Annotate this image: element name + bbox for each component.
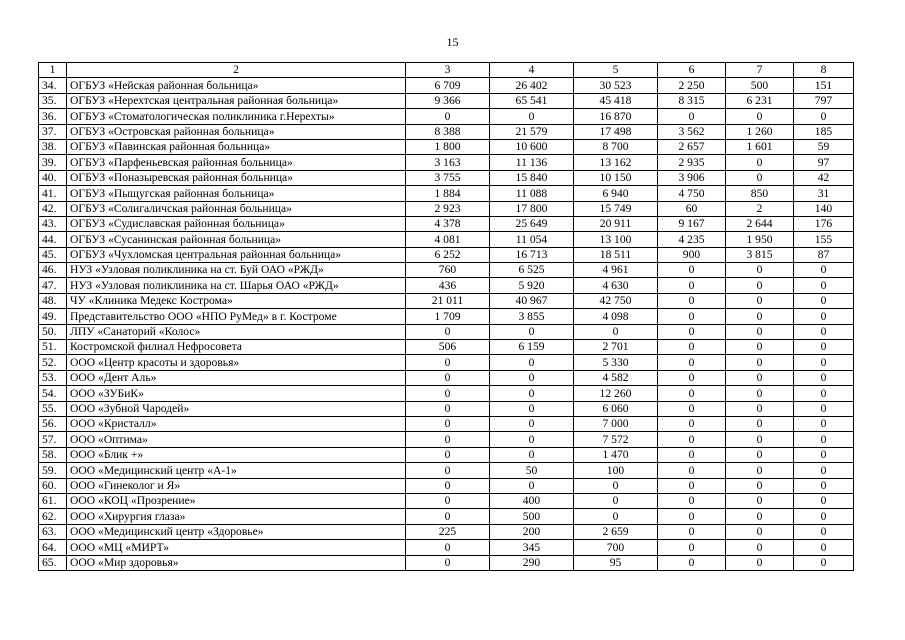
value-col-3: 8 388 bbox=[406, 124, 490, 139]
value-col-6: 0 bbox=[658, 447, 726, 462]
value-col-6: 0 bbox=[658, 540, 726, 555]
value-col-6: 0 bbox=[658, 555, 726, 570]
organization-name: Костромской филиал Нефросовета bbox=[67, 340, 406, 355]
row-number: 63. bbox=[39, 524, 67, 539]
value-col-6: 2 250 bbox=[658, 78, 726, 93]
table-header-row bbox=[39, 63, 854, 78]
value-col-5: 17 498 bbox=[574, 124, 658, 139]
value-col-6: 0 bbox=[658, 340, 726, 355]
value-col-8: 140 bbox=[794, 201, 854, 216]
value-col-7: 0 bbox=[726, 309, 794, 324]
organization-name: ЧУ «Клиника Медекс Кострома» bbox=[67, 293, 406, 308]
value-col-6: 0 bbox=[658, 463, 726, 478]
value-col-7: 6 231 bbox=[726, 93, 794, 108]
value-col-4: 21 579 bbox=[490, 124, 574, 139]
row-number: 62. bbox=[39, 509, 67, 524]
row-number: 49. bbox=[39, 309, 67, 324]
table-row bbox=[39, 416, 854, 431]
value-col-7: 0 bbox=[726, 109, 794, 124]
row-number: 55. bbox=[39, 401, 67, 416]
organization-name: ОГБУЗ «Нейская районная больница» bbox=[67, 78, 406, 93]
value-col-4: 0 bbox=[490, 324, 574, 339]
value-col-3: 506 bbox=[406, 340, 490, 355]
organization-name: ООО «Медицинский центр «А-1» bbox=[67, 463, 406, 478]
value-col-5: 4 630 bbox=[574, 278, 658, 293]
row-number: 39. bbox=[39, 155, 67, 170]
organization-name: ООО «Кристалл» bbox=[67, 416, 406, 431]
row-number: 54. bbox=[39, 386, 67, 401]
value-col-7: 0 bbox=[726, 170, 794, 185]
organization-name: ОГБУЗ «Пыщугская районная больница» bbox=[67, 186, 406, 201]
value-col-3: 0 bbox=[406, 478, 490, 493]
value-col-3: 225 bbox=[406, 524, 490, 539]
value-col-4: 25 649 bbox=[490, 216, 574, 231]
column-header: 3 bbox=[406, 63, 490, 78]
organization-name: ОГБУЗ «Чухломская центральная районная больница» bbox=[67, 247, 406, 262]
value-col-3: 0 bbox=[406, 463, 490, 478]
value-col-5: 15 749 bbox=[574, 201, 658, 216]
value-col-8: 0 bbox=[794, 278, 854, 293]
value-col-6: 8 315 bbox=[658, 93, 726, 108]
table-row bbox=[39, 186, 854, 201]
organization-name: ООО «Блик +» bbox=[67, 447, 406, 462]
column-header: 6 bbox=[658, 63, 726, 78]
organization-name: ОГБУЗ «Стоматологическая поликлиника г.Нерехты» bbox=[67, 109, 406, 124]
value-col-8: 31 bbox=[794, 186, 854, 201]
table-row bbox=[39, 493, 854, 508]
data-table bbox=[38, 62, 854, 571]
row-number: 60. bbox=[39, 478, 67, 493]
value-col-6: 900 bbox=[658, 247, 726, 262]
organization-name: НУЗ «Узловая поликлиника на ст. Шарья ОАО «РЖД» bbox=[67, 278, 406, 293]
organization-name: ЛПУ «Санаторий «Колос» bbox=[67, 324, 406, 339]
value-col-4: 11 136 bbox=[490, 155, 574, 170]
value-col-3: 0 bbox=[406, 355, 490, 370]
organization-name: ООО «МЦ «МИРТ» bbox=[67, 540, 406, 555]
value-col-8: 0 bbox=[794, 109, 854, 124]
value-col-4: 0 bbox=[490, 109, 574, 124]
row-number: 53. bbox=[39, 370, 67, 385]
value-col-4: 200 bbox=[490, 524, 574, 539]
value-col-4: 16 713 bbox=[490, 247, 574, 262]
table-row bbox=[39, 432, 854, 447]
value-col-8: 185 bbox=[794, 124, 854, 139]
table-row bbox=[39, 555, 854, 570]
value-col-6: 0 bbox=[658, 309, 726, 324]
value-col-6: 3 906 bbox=[658, 170, 726, 185]
value-col-4: 0 bbox=[490, 355, 574, 370]
organization-name: ООО «Дент Аль» bbox=[67, 370, 406, 385]
value-col-5: 42 750 bbox=[574, 293, 658, 308]
value-col-6: 0 bbox=[658, 263, 726, 278]
value-col-6: 0 bbox=[658, 355, 726, 370]
row-number: 44. bbox=[39, 232, 67, 247]
value-col-5: 1 470 bbox=[574, 447, 658, 462]
value-col-5: 100 bbox=[574, 463, 658, 478]
value-col-6: 0 bbox=[658, 324, 726, 339]
value-col-8: 0 bbox=[794, 370, 854, 385]
value-col-6: 0 bbox=[658, 386, 726, 401]
value-col-5: 0 bbox=[574, 493, 658, 508]
value-col-7: 850 bbox=[726, 186, 794, 201]
value-col-4: 40 967 bbox=[490, 293, 574, 308]
value-col-4: 65 541 bbox=[490, 93, 574, 108]
value-col-8: 0 bbox=[794, 432, 854, 447]
table-row bbox=[39, 386, 854, 401]
value-col-3: 760 bbox=[406, 263, 490, 278]
column-header: 8 bbox=[794, 63, 854, 78]
organization-name: ООО «Зубной Чародей» bbox=[67, 401, 406, 416]
value-col-7: 0 bbox=[726, 555, 794, 570]
table-row bbox=[39, 447, 854, 462]
value-col-7: 0 bbox=[726, 493, 794, 508]
value-col-5: 30 523 bbox=[574, 78, 658, 93]
value-col-3: 0 bbox=[406, 324, 490, 339]
value-col-4: 50 bbox=[490, 463, 574, 478]
value-col-7: 0 bbox=[726, 370, 794, 385]
value-col-4: 17 800 bbox=[490, 201, 574, 216]
value-col-5: 10 150 bbox=[574, 170, 658, 185]
value-col-6: 60 bbox=[658, 201, 726, 216]
row-number: 61. bbox=[39, 493, 67, 508]
value-col-7: 0 bbox=[726, 416, 794, 431]
row-number: 48. bbox=[39, 293, 67, 308]
table-row bbox=[39, 93, 854, 108]
value-col-4: 3 855 bbox=[490, 309, 574, 324]
value-col-8: 0 bbox=[794, 555, 854, 570]
table-row bbox=[39, 232, 854, 247]
row-number: 59. bbox=[39, 463, 67, 478]
value-col-8: 155 bbox=[794, 232, 854, 247]
value-col-5: 8 700 bbox=[574, 139, 658, 154]
value-col-6: 3 562 bbox=[658, 124, 726, 139]
value-col-3: 0 bbox=[406, 555, 490, 570]
value-col-5: 0 bbox=[574, 324, 658, 339]
value-col-5: 7 000 bbox=[574, 416, 658, 431]
organization-name: ООО «Гинеколог и Я» bbox=[67, 478, 406, 493]
value-col-6: 9 167 bbox=[658, 216, 726, 231]
column-header: 4 bbox=[490, 63, 574, 78]
table-row bbox=[39, 355, 854, 370]
value-col-7: 0 bbox=[726, 463, 794, 478]
value-col-5: 12 260 bbox=[574, 386, 658, 401]
table-row bbox=[39, 216, 854, 231]
organization-name: НУЗ «Узловая поликлиника на ст. Буй ОАО «РЖД» bbox=[67, 263, 406, 278]
value-col-8: 87 bbox=[794, 247, 854, 262]
value-col-8: 0 bbox=[794, 340, 854, 355]
value-col-3: 21 011 bbox=[406, 293, 490, 308]
value-col-7: 1 950 bbox=[726, 232, 794, 247]
table-row bbox=[39, 309, 854, 324]
organization-name: ОГБУЗ «Павинская районная больница» bbox=[67, 139, 406, 154]
value-col-4: 290 bbox=[490, 555, 574, 570]
value-col-8: 0 bbox=[794, 478, 854, 493]
value-col-6: 0 bbox=[658, 493, 726, 508]
value-col-7: 500 bbox=[726, 78, 794, 93]
table-row bbox=[39, 324, 854, 339]
table-row bbox=[39, 524, 854, 539]
value-col-6: 0 bbox=[658, 109, 726, 124]
value-col-8: 0 bbox=[794, 386, 854, 401]
value-col-6: 0 bbox=[658, 278, 726, 293]
value-col-3: 9 366 bbox=[406, 93, 490, 108]
value-col-3: 0 bbox=[406, 370, 490, 385]
row-number: 47. bbox=[39, 278, 67, 293]
row-number: 43. bbox=[39, 216, 67, 231]
value-col-7: 0 bbox=[726, 386, 794, 401]
table-row bbox=[39, 263, 854, 278]
value-col-8: 176 bbox=[794, 216, 854, 231]
value-col-7: 2 644 bbox=[726, 216, 794, 231]
organization-name: ОГБУЗ «Солигаличская районная больница» bbox=[67, 201, 406, 216]
value-col-5: 13 100 bbox=[574, 232, 658, 247]
value-col-4: 26 402 bbox=[490, 78, 574, 93]
row-number: 45. bbox=[39, 247, 67, 262]
value-col-6: 0 bbox=[658, 370, 726, 385]
value-col-3: 6 252 bbox=[406, 247, 490, 262]
value-col-5: 700 bbox=[574, 540, 658, 555]
value-col-8: 0 bbox=[794, 509, 854, 524]
value-col-8: 0 bbox=[794, 263, 854, 278]
value-col-5: 45 418 bbox=[574, 93, 658, 108]
organization-name: ООО «Мир здоровья» bbox=[67, 555, 406, 570]
value-col-7: 0 bbox=[726, 432, 794, 447]
value-col-5: 0 bbox=[574, 478, 658, 493]
value-col-7: 2 bbox=[726, 201, 794, 216]
value-col-8: 42 bbox=[794, 170, 854, 185]
value-col-7: 0 bbox=[726, 324, 794, 339]
value-col-6: 4 235 bbox=[658, 232, 726, 247]
column-header: 1 bbox=[39, 63, 67, 78]
value-col-3: 0 bbox=[406, 509, 490, 524]
table-row bbox=[39, 247, 854, 262]
organization-name: ООО «Центр красоты и здоровья» bbox=[67, 355, 406, 370]
table-row bbox=[39, 78, 854, 93]
row-number: 65. bbox=[39, 555, 67, 570]
table-row bbox=[39, 463, 854, 478]
value-col-4: 5 920 bbox=[490, 278, 574, 293]
value-col-3: 3 755 bbox=[406, 170, 490, 185]
value-col-7: 3 815 bbox=[726, 247, 794, 262]
value-col-3: 0 bbox=[406, 493, 490, 508]
value-col-7: 0 bbox=[726, 340, 794, 355]
value-col-3: 0 bbox=[406, 416, 490, 431]
value-col-7: 0 bbox=[726, 401, 794, 416]
table-row bbox=[39, 201, 854, 216]
value-col-3: 0 bbox=[406, 432, 490, 447]
row-number: 56. bbox=[39, 416, 67, 431]
value-col-4: 11 088 bbox=[490, 186, 574, 201]
row-number: 64. bbox=[39, 540, 67, 555]
table-row bbox=[39, 370, 854, 385]
value-col-7: 0 bbox=[726, 447, 794, 462]
value-col-7: 0 bbox=[726, 524, 794, 539]
organization-name: ОГБУЗ «Сусанинская районная больница» bbox=[67, 232, 406, 247]
value-col-7: 0 bbox=[726, 540, 794, 555]
value-col-4: 11 054 bbox=[490, 232, 574, 247]
value-col-5: 2 659 bbox=[574, 524, 658, 539]
row-number: 40. bbox=[39, 170, 67, 185]
value-col-7: 0 bbox=[726, 278, 794, 293]
value-col-8: 0 bbox=[794, 524, 854, 539]
value-col-4: 500 bbox=[490, 509, 574, 524]
value-col-4: 0 bbox=[490, 401, 574, 416]
value-col-5: 16 870 bbox=[574, 109, 658, 124]
value-col-4: 6 525 bbox=[490, 263, 574, 278]
row-number: 58. bbox=[39, 447, 67, 462]
value-col-8: 0 bbox=[794, 540, 854, 555]
value-col-8: 0 bbox=[794, 293, 854, 308]
value-col-3: 1 800 bbox=[406, 139, 490, 154]
value-col-4: 0 bbox=[490, 416, 574, 431]
row-number: 50. bbox=[39, 324, 67, 339]
organization-name: ОГБУЗ «Островская районная больница» bbox=[67, 124, 406, 139]
value-col-6: 0 bbox=[658, 401, 726, 416]
value-col-5: 5 330 bbox=[574, 355, 658, 370]
value-col-8: 59 bbox=[794, 139, 854, 154]
column-header: 7 bbox=[726, 63, 794, 78]
value-col-5: 6 060 bbox=[574, 401, 658, 416]
value-col-3: 0 bbox=[406, 386, 490, 401]
value-col-7: 1 601 bbox=[726, 139, 794, 154]
row-number: 34. bbox=[39, 78, 67, 93]
value-col-5: 95 bbox=[574, 555, 658, 570]
table-row bbox=[39, 401, 854, 416]
row-number: 57. bbox=[39, 432, 67, 447]
table-row bbox=[39, 293, 854, 308]
value-col-5: 0 bbox=[574, 509, 658, 524]
value-col-5: 6 940 bbox=[574, 186, 658, 201]
value-col-5: 7 572 bbox=[574, 432, 658, 447]
organization-name: ОГБУЗ «Нерехтская центральная районная больница» bbox=[67, 93, 406, 108]
organization-name: ОГБУЗ «Парфеньевская районная больница» bbox=[67, 155, 406, 170]
value-col-7: 0 bbox=[726, 263, 794, 278]
row-number: 46. bbox=[39, 263, 67, 278]
value-col-4: 0 bbox=[490, 386, 574, 401]
value-col-3: 4 081 bbox=[406, 232, 490, 247]
value-col-3: 0 bbox=[406, 109, 490, 124]
value-col-3: 0 bbox=[406, 540, 490, 555]
organization-name: ООО «КОЦ «Прозрение» bbox=[67, 493, 406, 508]
row-number: 41. bbox=[39, 186, 67, 201]
organization-name: ОГБУЗ «Судиславская районная больница» bbox=[67, 216, 406, 231]
table-row bbox=[39, 340, 854, 355]
value-col-8: 97 bbox=[794, 155, 854, 170]
value-col-6: 4 750 bbox=[658, 186, 726, 201]
value-col-7: 0 bbox=[726, 293, 794, 308]
value-col-4: 0 bbox=[490, 478, 574, 493]
value-col-4: 400 bbox=[490, 493, 574, 508]
value-col-4: 0 bbox=[490, 370, 574, 385]
value-col-3: 6 709 bbox=[406, 78, 490, 93]
table-row bbox=[39, 109, 854, 124]
value-col-6: 2 657 bbox=[658, 139, 726, 154]
value-col-4: 0 bbox=[490, 432, 574, 447]
organization-name: Представительство ООО «НПО РуМед» в г. Костроме bbox=[67, 309, 406, 324]
value-col-8: 0 bbox=[794, 309, 854, 324]
row-number: 37. bbox=[39, 124, 67, 139]
table-row bbox=[39, 278, 854, 293]
row-number: 36. bbox=[39, 109, 67, 124]
value-col-3: 1 884 bbox=[406, 186, 490, 201]
table-row bbox=[39, 155, 854, 170]
value-col-8: 0 bbox=[794, 447, 854, 462]
value-col-8: 797 bbox=[794, 93, 854, 108]
value-col-5: 18 511 bbox=[574, 247, 658, 262]
table-row bbox=[39, 124, 854, 139]
value-col-5: 2 701 bbox=[574, 340, 658, 355]
value-col-8: 0 bbox=[794, 324, 854, 339]
value-col-6: 0 bbox=[658, 293, 726, 308]
value-col-5: 4 582 bbox=[574, 370, 658, 385]
row-number: 52. bbox=[39, 355, 67, 370]
organization-name: ООО «Оптима» bbox=[67, 432, 406, 447]
value-col-6: 0 bbox=[658, 478, 726, 493]
value-col-6: 0 bbox=[658, 432, 726, 447]
value-col-3: 1 709 bbox=[406, 309, 490, 324]
value-col-4: 6 159 bbox=[490, 340, 574, 355]
column-header: 5 bbox=[574, 63, 658, 78]
table-row bbox=[39, 170, 854, 185]
table-row bbox=[39, 509, 854, 524]
value-col-3: 3 163 bbox=[406, 155, 490, 170]
value-col-8: 0 bbox=[794, 493, 854, 508]
row-number: 35. bbox=[39, 93, 67, 108]
value-col-7: 1 260 bbox=[726, 124, 794, 139]
column-header: 2 bbox=[67, 63, 406, 78]
value-col-5: 13 162 bbox=[574, 155, 658, 170]
organization-name: ОГБУЗ «Поназыревская районная больница» bbox=[67, 170, 406, 185]
organization-name: ООО «ЗУБиК» bbox=[67, 386, 406, 401]
value-col-6: 0 bbox=[658, 416, 726, 431]
table-row bbox=[39, 139, 854, 154]
organization-name: ООО «Хирургия глаза» bbox=[67, 509, 406, 524]
value-col-5: 20 911 bbox=[574, 216, 658, 231]
value-col-7: 0 bbox=[726, 478, 794, 493]
value-col-8: 0 bbox=[794, 355, 854, 370]
value-col-7: 0 bbox=[726, 509, 794, 524]
value-col-8: 0 bbox=[794, 416, 854, 431]
table-row bbox=[39, 478, 854, 493]
value-col-8: 0 bbox=[794, 463, 854, 478]
value-col-7: 0 bbox=[726, 355, 794, 370]
row-number: 42. bbox=[39, 201, 67, 216]
organization-name: ООО «Медицинский центр «Здоровье» bbox=[67, 524, 406, 539]
value-col-6: 2 935 bbox=[658, 155, 726, 170]
value-col-3: 0 bbox=[406, 447, 490, 462]
value-col-4: 345 bbox=[490, 540, 574, 555]
row-number: 38. bbox=[39, 139, 67, 154]
row-number: 51. bbox=[39, 340, 67, 355]
value-col-8: 151 bbox=[794, 78, 854, 93]
value-col-7: 0 bbox=[726, 155, 794, 170]
value-col-5: 4 961 bbox=[574, 263, 658, 278]
value-col-3: 0 bbox=[406, 401, 490, 416]
value-col-3: 436 bbox=[406, 278, 490, 293]
table-row bbox=[39, 540, 854, 555]
page-number: 15 bbox=[446, 35, 459, 49]
value-col-6: 0 bbox=[658, 524, 726, 539]
value-col-6: 0 bbox=[658, 509, 726, 524]
value-col-8: 0 bbox=[794, 401, 854, 416]
value-col-3: 4 378 bbox=[406, 216, 490, 231]
value-col-5: 4 098 bbox=[574, 309, 658, 324]
value-col-4: 15 840 bbox=[490, 170, 574, 185]
value-col-3: 2 923 bbox=[406, 201, 490, 216]
value-col-4: 0 bbox=[490, 447, 574, 462]
value-col-4: 10 600 bbox=[490, 139, 574, 154]
